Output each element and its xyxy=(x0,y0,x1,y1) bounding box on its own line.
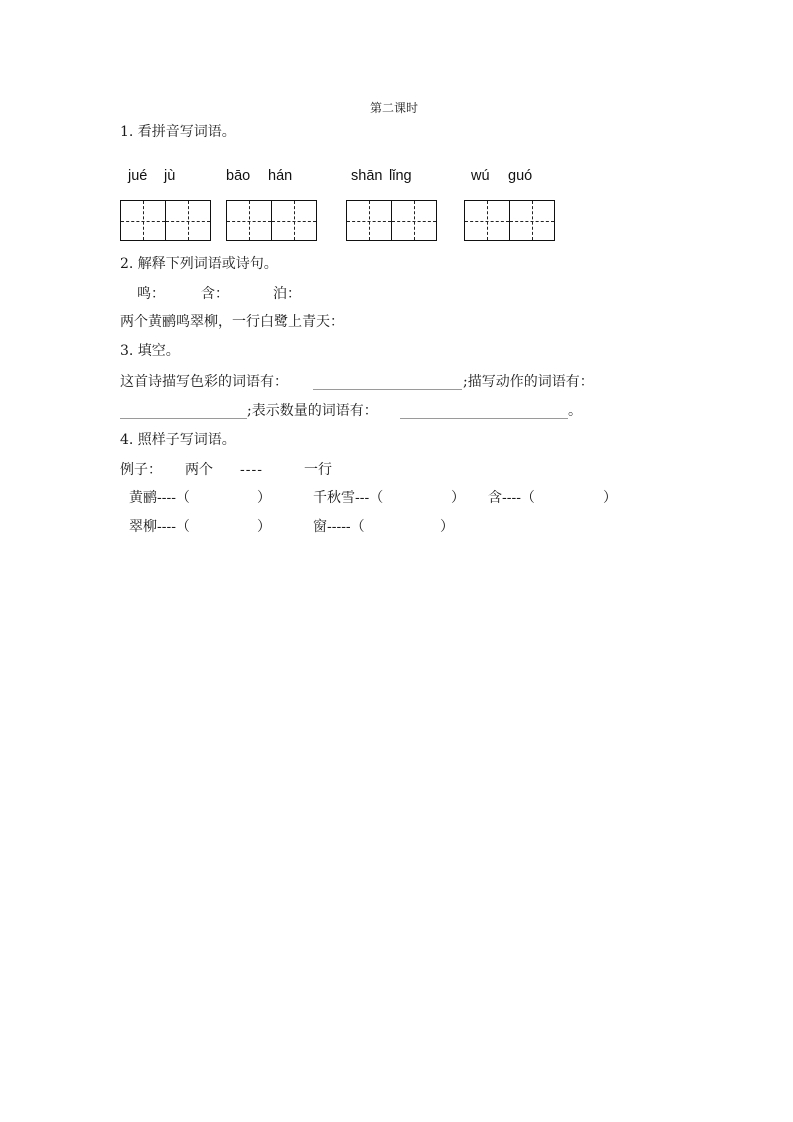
q3-period: 。 xyxy=(568,403,582,419)
grid-cell[interactable] xyxy=(121,201,165,240)
grid-cell[interactable] xyxy=(165,201,210,240)
q4-item-han-close: ） xyxy=(603,490,617,506)
q4-item-huangli-close: ） xyxy=(257,490,271,506)
pinyin-3a: shān xyxy=(351,168,383,184)
q3-number-label: ;表示数量的词语有： xyxy=(247,403,378,419)
q4-item-cuiliu-close: ） xyxy=(257,519,271,535)
example-label: 例子： xyxy=(120,462,162,478)
example-word: 两个 xyxy=(185,462,213,478)
q2-heading: 2. 解释下列词语或诗句。 xyxy=(120,256,278,272)
q4-item-chuang-close: ） xyxy=(440,519,454,535)
grid-cell[interactable] xyxy=(271,201,316,240)
pinyin-2a: bāo xyxy=(226,168,251,184)
blank-action-words[interactable] xyxy=(120,418,247,419)
blank-number-words[interactable] xyxy=(400,418,568,419)
q4-item-qianqiuxue-close: ） xyxy=(451,490,465,506)
pinyin-3b: lǐng xyxy=(389,168,412,184)
q3-color-label: 这首诗描写色彩的词语有： xyxy=(120,374,288,390)
q2-poem-line: 两个黄鹂鸣翠柳，一行白鹭上青天： xyxy=(120,314,344,330)
q4-item-han: 含----（ xyxy=(488,490,535,506)
example-dash: ---- xyxy=(240,462,263,478)
pinyin-1a: jué xyxy=(128,168,148,184)
grid-cell[interactable] xyxy=(465,201,509,240)
pinyin-4a: wú xyxy=(471,168,490,184)
q3-action-label: ;描写动作的词语有： xyxy=(463,374,594,390)
q3-heading: 3. 填空。 xyxy=(120,343,180,359)
grid-cell[interactable] xyxy=(391,201,436,240)
q4-item-huangli: 黄鹂----（ xyxy=(129,490,190,506)
pinyin-1b: jù xyxy=(164,168,176,184)
q4-item-cuiliu: 翠柳----（ xyxy=(129,519,190,535)
q1-heading: 1. 看拼音写词语。 xyxy=(120,124,236,140)
q2-word-ming: 鸣： xyxy=(137,286,165,302)
pinyin-4b: guó xyxy=(508,168,533,184)
q2-word-bo: 泊： xyxy=(273,286,301,302)
blank-color-words[interactable] xyxy=(313,389,462,390)
grid-cell[interactable] xyxy=(227,201,271,240)
writing-grid-2[interactable] xyxy=(226,200,317,241)
q4-item-chuang: 窗-----（ xyxy=(313,519,365,535)
grid-cell[interactable] xyxy=(347,201,391,240)
writing-grid-3[interactable] xyxy=(346,200,437,241)
q4-item-qianqiuxue: 千秋雪---（ xyxy=(313,490,384,506)
q4-heading: 4. 照样子写词语。 xyxy=(120,432,236,448)
pinyin-2b: hán xyxy=(268,168,293,184)
writing-grid-4[interactable] xyxy=(464,200,555,241)
q2-word-han: 含： xyxy=(201,286,229,302)
writing-grid-1[interactable] xyxy=(120,200,211,241)
page-title: 第二课时 xyxy=(370,101,419,115)
example-answer: 一行 xyxy=(304,462,332,478)
grid-cell[interactable] xyxy=(509,201,554,240)
